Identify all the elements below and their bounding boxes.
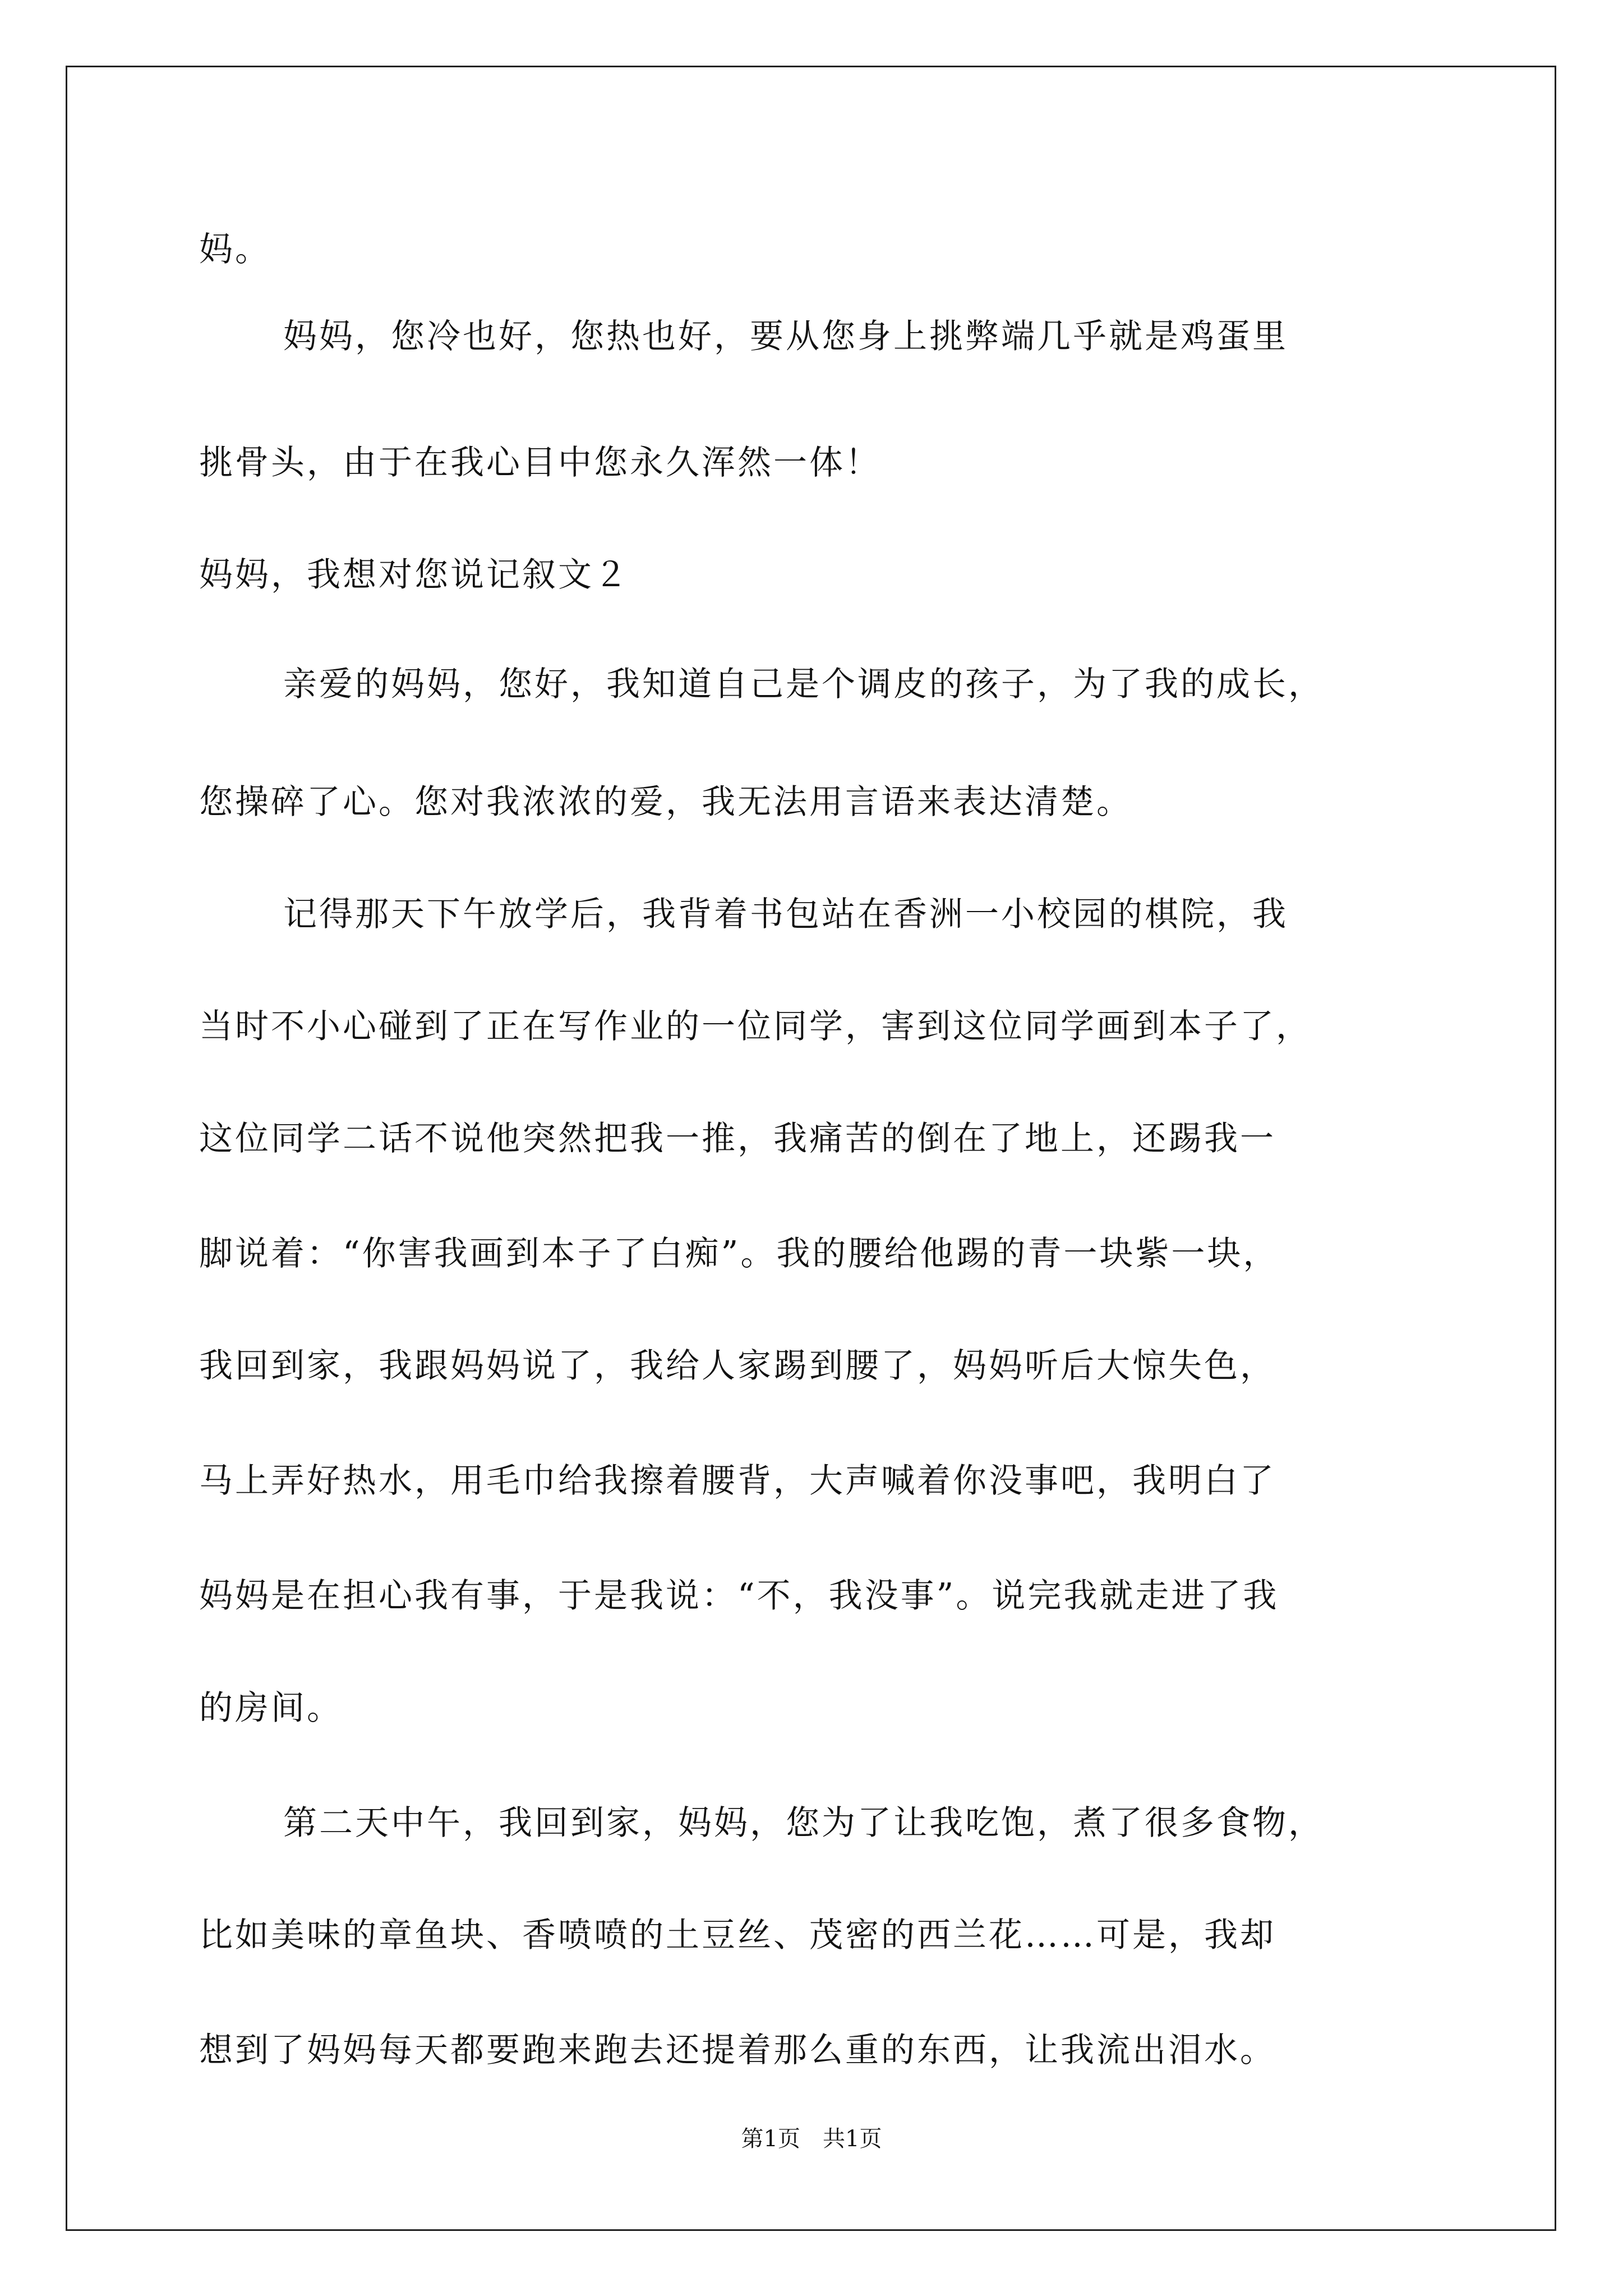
text-line: 妈。 [199, 230, 271, 269]
page-number-footer: 第1页 共1页 [741, 2126, 882, 2152]
text-line: 想到了妈妈每天都要跑来跑去还提着那么重的东西，让我流出泪水。 [199, 2031, 1276, 2070]
section-heading: 妈妈，我想对您说记叙文２ [199, 555, 630, 595]
text-line: 这位同学二话不说他突然把我一推，我痛苦的倒在了地上，还踢我一 [199, 1119, 1276, 1158]
text-line: 亲爱的妈妈，您好，我知道自己是个调皮的孩子，为了我的成长， [283, 665, 1324, 704]
text-line: 挑骨头，由于在我心目中您永久浑然一体！ [199, 443, 881, 482]
text-line: 脚说着：“你害我画到本子了白痴”。我的腰给他踢的青一块紫一块， [199, 1234, 1279, 1273]
text-line: 比如美味的章鱼块、香喷喷的土豆丝、茂密的西兰花……可是，我却 [199, 1916, 1276, 1955]
text-line: 记得那天下午放学后，我背着书包站在香洲一小校园的棋院，我 [283, 895, 1288, 934]
text-line: 我回到家，我跟妈妈说了，我给人家踢到腰了，妈妈听后大惊失色， [199, 1346, 1276, 1386]
text-line: 马上弄好热水，用毛巾给我擦着腰背，大声喊着你没事吧，我明白了 [199, 1461, 1276, 1501]
text-line: 妈妈，您冷也好，您热也好，要从您身上挑弊端几乎就是鸡蛋里 [283, 317, 1288, 356]
text-line: 妈妈是在担心我有事，于是我说：“不，我没事”。说完我就走进了我 [199, 1576, 1279, 1616]
text-line: 您操碎了心。您对我浓浓的爱，我无法用言语来表达清楚。 [199, 783, 1132, 822]
text-line: 的房间。 [199, 1688, 343, 1728]
text-line: 第二天中午，我回到家，妈妈，您为了让我吃饱，煮了很多食物， [283, 1803, 1324, 1843]
text-line: 当时不小心碰到了正在写作业的一位同学，害到这位同学画到本子了， [199, 1007, 1312, 1046]
